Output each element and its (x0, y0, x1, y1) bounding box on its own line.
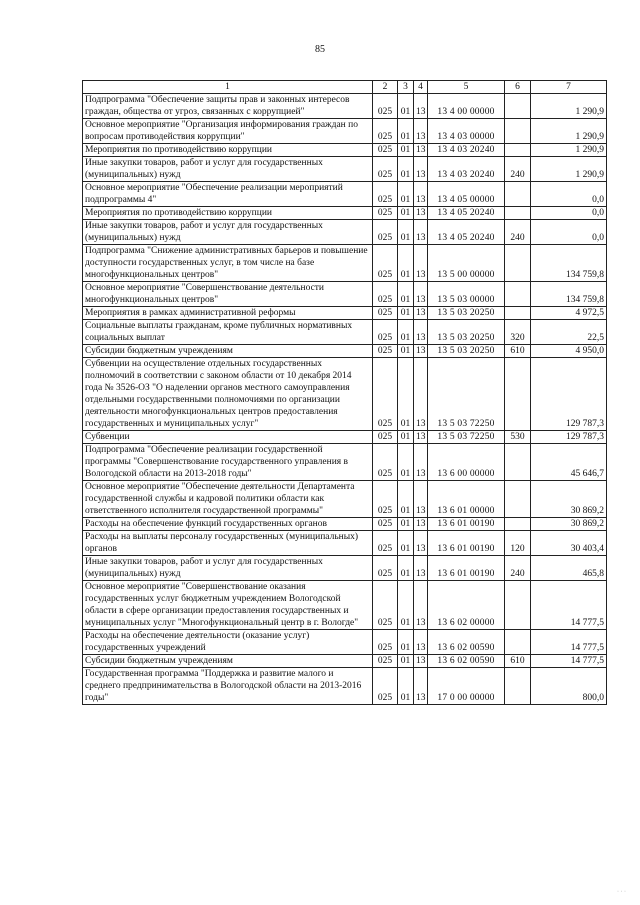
row-amount-cell: 1 290,9 (531, 119, 607, 144)
row-target-code-cell: 13 5 03 72250 (428, 358, 505, 431)
row-subsection-cell: 13 (414, 345, 428, 358)
table-row (83, 245, 607, 282)
row-subsection-cell: 13 (414, 182, 428, 207)
row-code-cell: 025 (373, 345, 398, 358)
row-amount-cell: 134 759,8 (531, 282, 607, 307)
row-target-code-cell: 13 5 03 72250 (428, 431, 505, 444)
row-subsection-cell: 13 (414, 655, 428, 668)
row-amount-cell: 134 759,8 (531, 245, 607, 282)
row-code-cell: 025 (373, 444, 398, 481)
row-amount-cell: 465,8 (531, 556, 607, 581)
row-name-cell: Государственная программа "Поддержка и развитие малого и среднего предпринимательства в Вологодской области на 2013-2016 годы" (83, 668, 373, 705)
row-code-cell: 025 (373, 358, 398, 431)
table-row (83, 431, 607, 444)
row-type-cell (505, 207, 531, 220)
row-type-cell (505, 630, 531, 655)
row-name-cell: Субсидии бюджетным учреждениям (83, 345, 373, 358)
row-subsection-cell: 13 (414, 630, 428, 655)
row-amount-cell: 14 777,5 (531, 630, 607, 655)
row-amount-cell: 14 777,5 (531, 581, 607, 630)
row-type-cell (505, 144, 531, 157)
row-subsection-cell: 13 (414, 307, 428, 320)
table-row (83, 207, 607, 220)
table-row (83, 144, 607, 157)
table-row (83, 320, 607, 345)
row-type-cell (505, 307, 531, 320)
row-name-cell: Иные закупки товаров, работ и услуг для государственных (муниципальных) нужд (83, 157, 373, 182)
row-subsection-cell: 13 (414, 668, 428, 705)
header-cell: 3 (398, 81, 414, 94)
row-name-cell: Мероприятия по противодействию коррупции (83, 207, 373, 220)
row-subsection-cell: 13 (414, 94, 428, 119)
header-cell: 7 (531, 81, 607, 94)
row-target-code-cell: 13 4 03 20240 (428, 157, 505, 182)
row-type-cell (505, 668, 531, 705)
row-section-cell: 01 (398, 481, 414, 518)
row-target-code-cell: 13 5 03 20250 (428, 345, 505, 358)
table-row (83, 307, 607, 320)
table-row (83, 358, 607, 431)
row-type-cell (505, 358, 531, 431)
row-type-cell (505, 182, 531, 207)
row-type-cell (505, 119, 531, 144)
row-amount-cell: 4 972,5 (531, 307, 607, 320)
row-code-cell: 025 (373, 518, 398, 531)
row-type-cell: 530 (505, 431, 531, 444)
row-amount-cell: 45 646,7 (531, 444, 607, 481)
row-type-cell (505, 518, 531, 531)
row-amount-cell: 4 950,0 (531, 345, 607, 358)
row-target-code-cell: 13 4 00 00000 (428, 94, 505, 119)
row-subsection-cell: 13 (414, 531, 428, 556)
row-amount-cell: 22,5 (531, 320, 607, 345)
row-code-cell: 025 (373, 481, 398, 518)
row-section-cell: 01 (398, 119, 414, 144)
row-section-cell: 01 (398, 358, 414, 431)
row-target-code-cell: 13 4 03 20240 (428, 144, 505, 157)
row-section-cell: 01 (398, 556, 414, 581)
row-code-cell: 025 (373, 220, 398, 245)
header-cell: 5 (428, 81, 505, 94)
row-target-code-cell: 13 4 05 20240 (428, 220, 505, 245)
row-subsection-cell: 13 (414, 119, 428, 144)
row-code-cell: 025 (373, 531, 398, 556)
row-type-cell: 240 (505, 157, 531, 182)
row-subsection-cell: 13 (414, 220, 428, 245)
row-name-cell: Субвенции на осуществление отдельных государственных полномочий в соответствии с законом области от 10 декабря 2014 года № 3526-ОЗ "О наделении органов местного самоуправления отдельными государственными полномочиями по организации деятельности многофункциональных центров предоставления государственных и муниципальных услуг" (83, 358, 373, 431)
row-section-cell: 01 (398, 345, 414, 358)
row-name-cell: Основное мероприятие "Обеспечение деятельности Департамента государственной службы и кадровой политики области как ответственного исполнителя государственной программы" (83, 481, 373, 518)
row-section-cell: 01 (398, 581, 414, 630)
row-subsection-cell: 13 (414, 144, 428, 157)
budget-table (82, 80, 607, 705)
corner-scan-mark: · · · (617, 889, 626, 895)
header-cell: 2 (373, 81, 398, 94)
row-amount-cell: 129 787,3 (531, 431, 607, 444)
row-target-code-cell: 13 6 01 00190 (428, 531, 505, 556)
row-amount-cell: 1 290,9 (531, 157, 607, 182)
row-subsection-cell: 13 (414, 245, 428, 282)
row-target-code-cell: 13 6 02 00590 (428, 655, 505, 668)
row-amount-cell: 129 787,3 (531, 358, 607, 431)
row-name-cell: Мероприятия в рамках административной реформы (83, 307, 373, 320)
table-row (83, 668, 607, 705)
row-section-cell: 01 (398, 518, 414, 531)
row-subsection-cell: 13 (414, 444, 428, 481)
table-row (83, 182, 607, 207)
row-type-cell: 610 (505, 345, 531, 358)
row-section-cell: 01 (398, 444, 414, 481)
row-name-cell: Иные закупки товаров, работ и услуг для государственных (муниципальных) нужд (83, 556, 373, 581)
row-name-cell: Основное мероприятие "Обеспечение реализации мероприятий подпрограммы 4" (83, 182, 373, 207)
row-target-code-cell: 13 5 03 20250 (428, 320, 505, 345)
row-code-cell: 025 (373, 144, 398, 157)
table-row (83, 282, 607, 307)
row-name-cell: Основное мероприятие "Совершенствование деятельности многофункциональных центров" (83, 282, 373, 307)
header-cell: 1 (83, 81, 373, 94)
row-section-cell: 01 (398, 157, 414, 182)
row-section-cell: 01 (398, 207, 414, 220)
row-amount-cell: 14 777,5 (531, 655, 607, 668)
row-code-cell: 025 (373, 320, 398, 345)
row-name-cell: Подпрограмма "Обеспечение защиты прав и законных интересов граждан, общества от угроз, связанных с коррупцией" (83, 94, 373, 119)
row-name-cell: Основное мероприятие "Организация информирования граждан по вопросам противодействия коррупции" (83, 119, 373, 144)
row-name-cell: Расходы на обеспечение деятельности (оказание услуг) государственных учреждений (83, 630, 373, 655)
row-subsection-cell: 13 (414, 518, 428, 531)
row-subsection-cell: 13 (414, 358, 428, 431)
table-row (83, 444, 607, 481)
row-target-code-cell: 13 5 03 20250 (428, 307, 505, 320)
row-section-cell: 01 (398, 431, 414, 444)
row-type-cell (505, 282, 531, 307)
row-type-cell: 610 (505, 655, 531, 668)
row-section-cell: 01 (398, 531, 414, 556)
row-code-cell: 025 (373, 668, 398, 705)
row-amount-cell: 0,0 (531, 220, 607, 245)
row-amount-cell: 0,0 (531, 182, 607, 207)
table-row (83, 481, 607, 518)
row-name-cell: Социальные выплаты гражданам, кроме публичных нормативных социальных выплат (83, 320, 373, 345)
row-target-code-cell: 13 6 01 00190 (428, 518, 505, 531)
row-name-cell: Подпрограмма "Обеспечение реализации государственной программы "Совершенствование государственного управления в Вологодской области на 2013-2018 годы" (83, 444, 373, 481)
table-row (83, 581, 607, 630)
row-code-cell: 025 (373, 182, 398, 207)
row-type-cell: 320 (505, 320, 531, 345)
row-code-cell: 025 (373, 581, 398, 630)
row-amount-cell: 1 290,9 (531, 94, 607, 119)
row-subsection-cell: 13 (414, 282, 428, 307)
row-section-cell: 01 (398, 630, 414, 655)
row-name-cell: Основное мероприятие "Совершенствование оказания государственных услуг бюджетным учреждением Вологодской области в сфере организации предоставления государственных и муниципальных услуг "Многофункциональный центр в г. Вологде" (83, 581, 373, 630)
table-row (83, 119, 607, 144)
row-amount-cell: 1 290,9 (531, 144, 607, 157)
row-subsection-cell: 13 (414, 157, 428, 182)
row-section-cell: 01 (398, 94, 414, 119)
row-code-cell: 025 (373, 655, 398, 668)
row-type-cell: 240 (505, 220, 531, 245)
row-section-cell: 01 (398, 182, 414, 207)
row-target-code-cell: 13 6 01 00000 (428, 481, 505, 518)
row-code-cell: 025 (373, 431, 398, 444)
row-code-cell: 025 (373, 119, 398, 144)
table-row (83, 220, 607, 245)
row-target-code-cell: 13 6 01 00190 (428, 556, 505, 581)
row-amount-cell: 0,0 (531, 207, 607, 220)
row-amount-cell: 30 869,2 (531, 481, 607, 518)
row-subsection-cell: 13 (414, 207, 428, 220)
row-subsection-cell: 13 (414, 581, 428, 630)
table-row (83, 655, 607, 668)
row-code-cell: 025 (373, 157, 398, 182)
row-subsection-cell: 13 (414, 320, 428, 345)
row-type-cell (505, 581, 531, 630)
row-subsection-cell: 13 (414, 481, 428, 518)
row-name-cell: Субсидии бюджетным учреждениям (83, 655, 373, 668)
row-code-cell: 025 (373, 94, 398, 119)
row-amount-cell: 800,0 (531, 668, 607, 705)
row-type-cell (505, 94, 531, 119)
row-code-cell: 025 (373, 245, 398, 282)
row-target-code-cell: 13 6 02 00590 (428, 630, 505, 655)
row-type-cell (505, 245, 531, 282)
header-cell: 4 (414, 81, 428, 94)
table-row (83, 157, 607, 182)
row-section-cell: 01 (398, 307, 414, 320)
row-type-cell: 240 (505, 556, 531, 581)
row-target-code-cell: 13 4 05 00000 (428, 182, 505, 207)
table-row (83, 345, 607, 358)
row-name-cell: Иные закупки товаров, работ и услуг для государственных (муниципальных) нужд (83, 220, 373, 245)
row-amount-cell: 30 403,4 (531, 531, 607, 556)
row-name-cell: Расходы на обеспечение функций государственных органов (83, 518, 373, 531)
row-name-cell: Расходы на выплаты персоналу государственных (муниципальных) органов (83, 531, 373, 556)
table-row (83, 630, 607, 655)
table-row (83, 518, 607, 531)
row-type-cell (505, 444, 531, 481)
row-section-cell: 01 (398, 282, 414, 307)
table-row (83, 556, 607, 581)
row-target-code-cell: 13 6 00 00000 (428, 444, 505, 481)
row-name-cell: Субвенции (83, 431, 373, 444)
row-code-cell: 025 (373, 282, 398, 307)
page-number: 85 (315, 44, 325, 55)
row-section-cell: 01 (398, 220, 414, 245)
table-row (83, 531, 607, 556)
row-section-cell: 01 (398, 144, 414, 157)
row-code-cell: 025 (373, 630, 398, 655)
row-target-code-cell: 13 6 02 00000 (428, 581, 505, 630)
row-section-cell: 01 (398, 245, 414, 282)
row-section-cell: 01 (398, 320, 414, 345)
row-subsection-cell: 13 (414, 556, 428, 581)
row-name-cell: Подпрограмма "Снижение административных барьеров и повышение доступности государственных услуг, в том числе на базе многофункциональных центров" (83, 245, 373, 282)
row-target-code-cell: 13 5 00 00000 (428, 245, 505, 282)
row-section-cell: 01 (398, 668, 414, 705)
table-row (83, 94, 607, 119)
row-subsection-cell: 13 (414, 431, 428, 444)
row-code-cell: 025 (373, 556, 398, 581)
row-name-cell: Мероприятия по противодействию коррупции (83, 144, 373, 157)
header-cell: 6 (505, 81, 531, 94)
row-code-cell: 025 (373, 207, 398, 220)
row-target-code-cell: 17 0 00 00000 (428, 668, 505, 705)
row-section-cell: 01 (398, 655, 414, 668)
row-type-cell: 120 (505, 531, 531, 556)
row-code-cell: 025 (373, 307, 398, 320)
row-target-code-cell: 13 4 03 00000 (428, 119, 505, 144)
table-header-row (83, 81, 607, 94)
row-target-code-cell: 13 4 05 20240 (428, 207, 505, 220)
row-target-code-cell: 13 5 03 00000 (428, 282, 505, 307)
row-type-cell (505, 481, 531, 518)
row-amount-cell: 30 869,2 (531, 518, 607, 531)
